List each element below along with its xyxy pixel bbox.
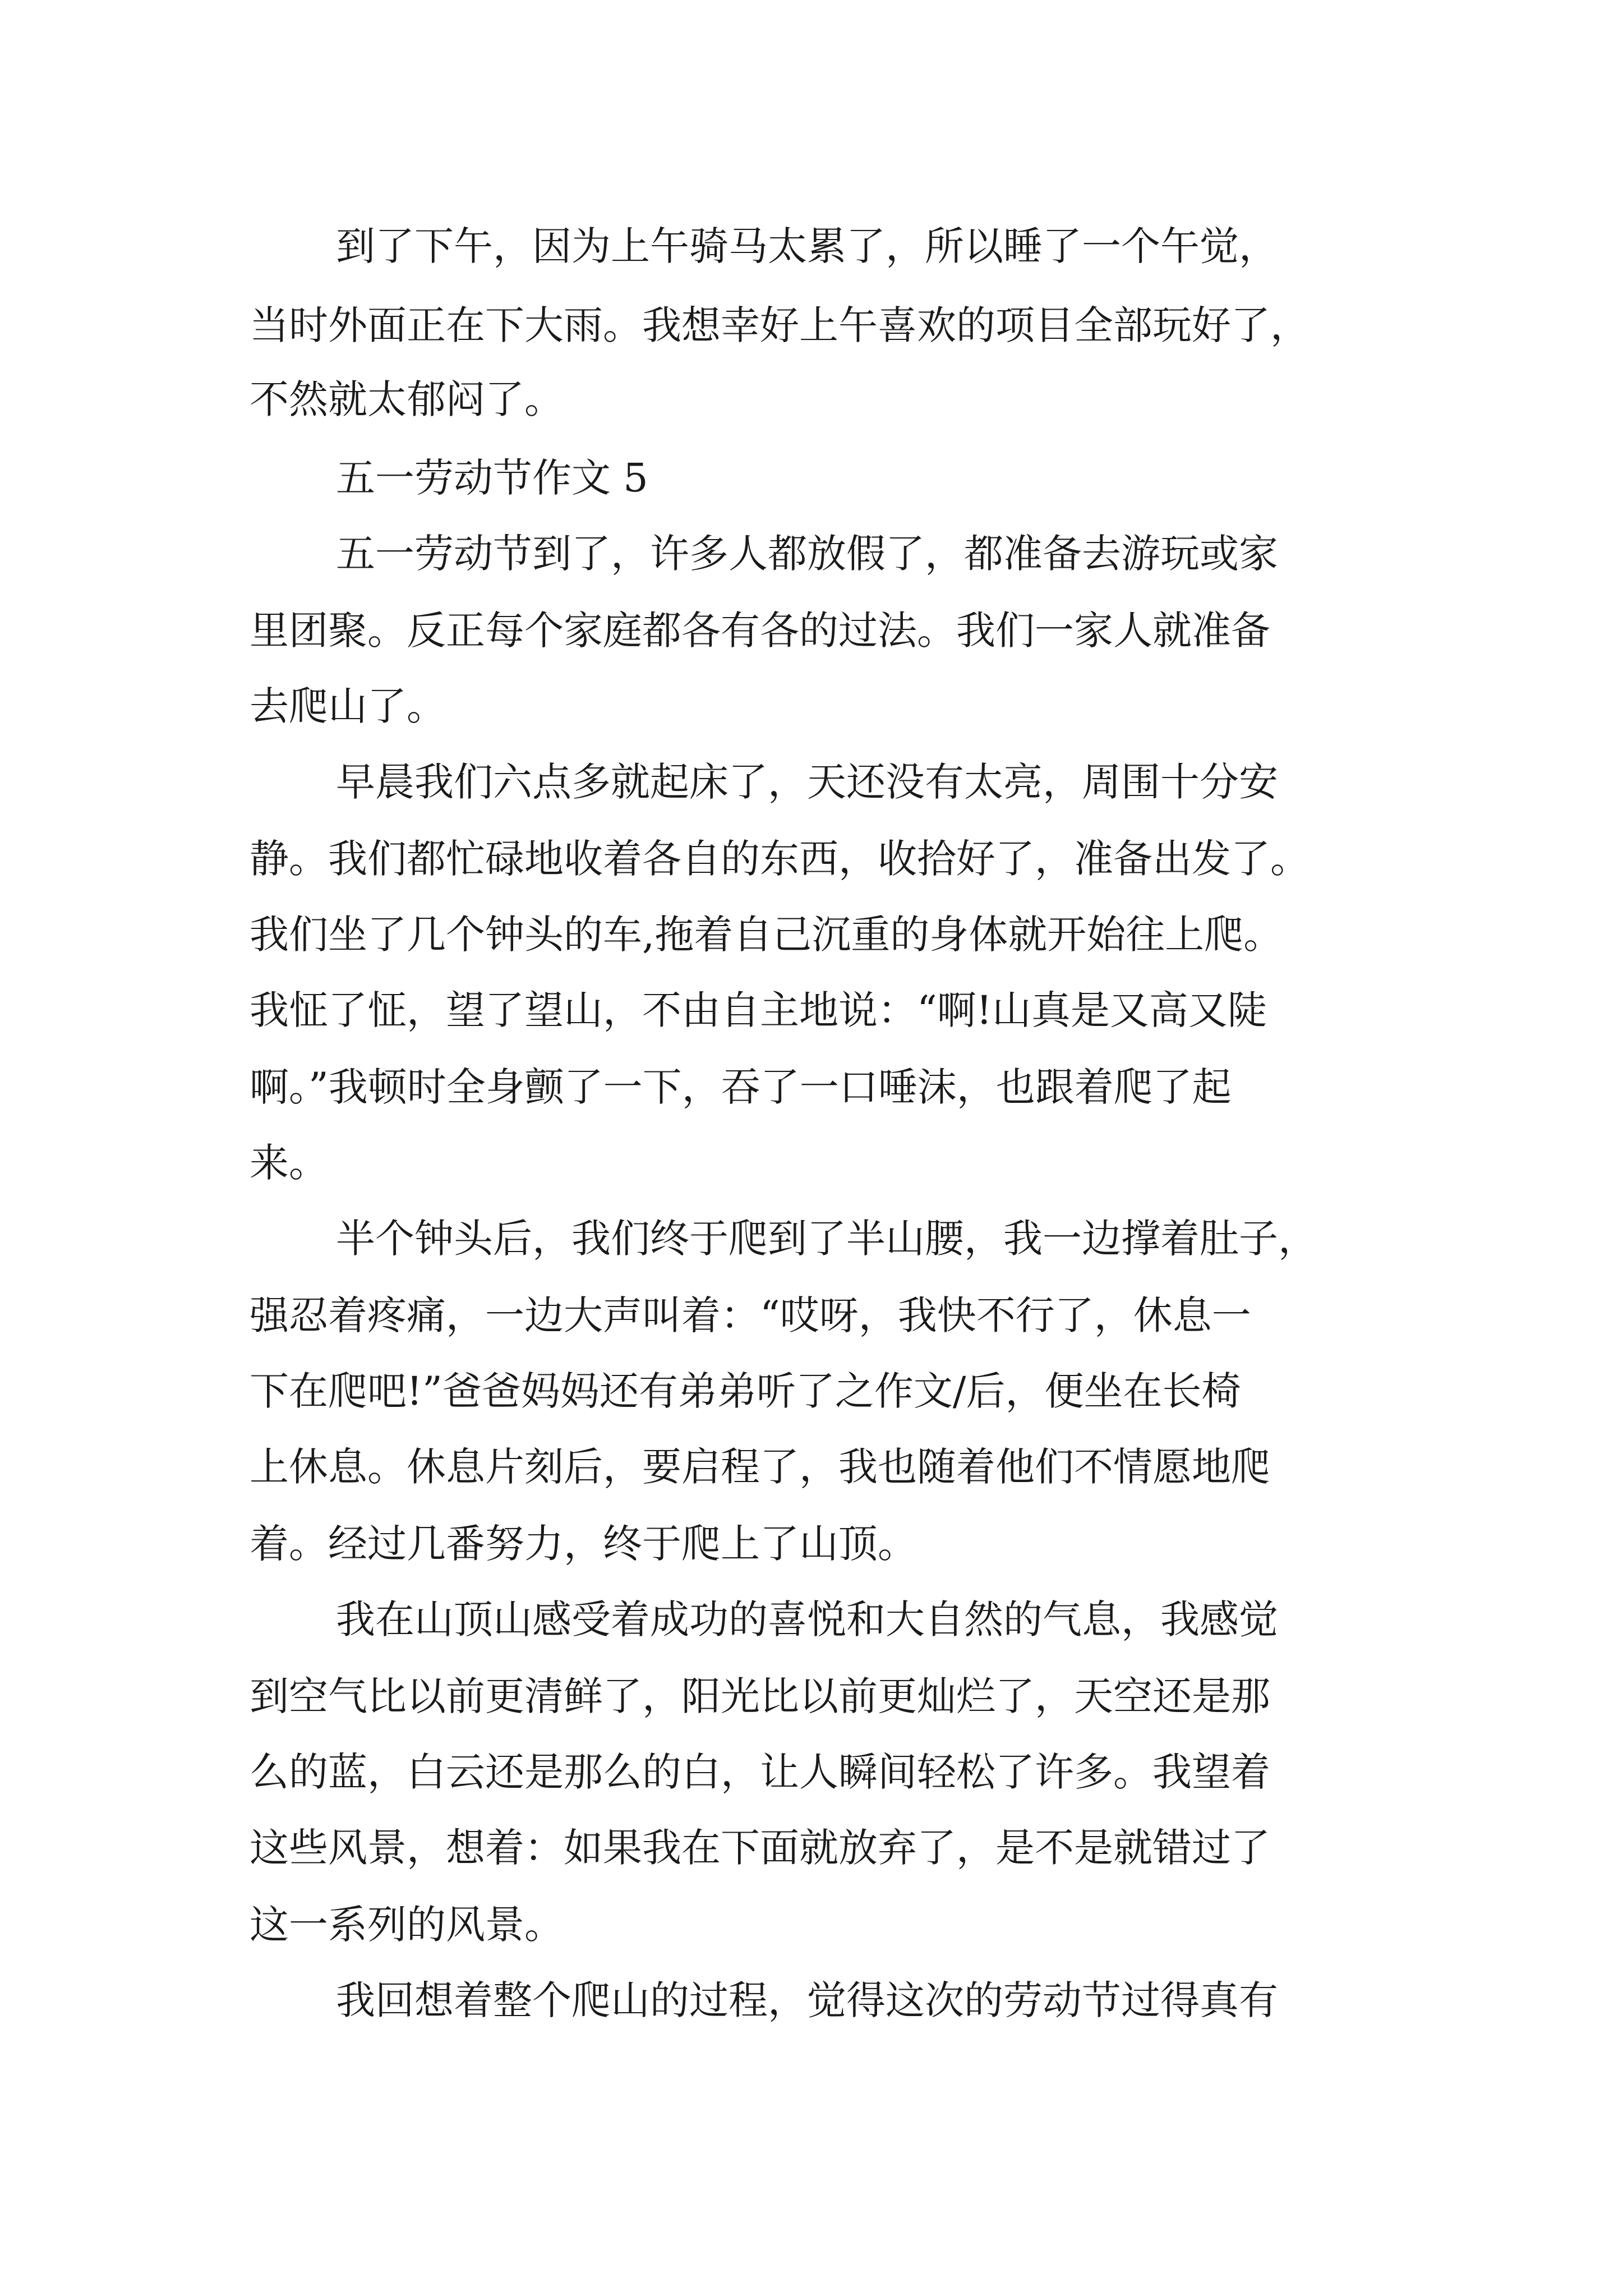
section-heading: 五一劳动节作文 5 bbox=[336, 455, 648, 501]
text-line: 到了下午，因为上午骑马太累了，所以睡了一个午觉， bbox=[336, 223, 1278, 269]
text-line: 五一劳动节到了，许多人都放假了，都准备去游玩或家 bbox=[336, 531, 1278, 577]
text-line: 静。我们都忙碌地收着各自的东西，收拾好了，准备出发了。 bbox=[250, 836, 1310, 882]
text-line: 半个钟头后，我们终于爬到了半山腰，我一边撑着肚子， bbox=[336, 1216, 1317, 1262]
text-line: 强忍着疼痛，一边大声叫着：“哎呀，我快不行了，休息一 bbox=[250, 1292, 1251, 1338]
text-line: 里团聚。反正每个家庭都各有各的过法。我们一家人就准备 bbox=[250, 608, 1270, 654]
text-line: 我回想着整个爬山的过程，觉得这次的劳动节过得真有 bbox=[336, 1977, 1278, 2023]
text-line: 着。经过几番努力，终于爬上了山顶。 bbox=[250, 1521, 917, 1567]
text-line: 我们坐了几个钟头的车,拖着自己沉重的身体就开始往上爬。 bbox=[250, 912, 1283, 958]
text-line: 当时外面正在下大雨。我想幸好上午喜欢的项目全部玩好了， bbox=[250, 302, 1310, 348]
text-line: 下在爬吧!”爸爸妈妈还有弟弟听了之作文/后，便坐在长椅 bbox=[250, 1368, 1241, 1414]
text-line: 早晨我们六点多就起床了，天还没有太亮，周围十分安 bbox=[336, 759, 1278, 805]
text-line: 到空气比以前更清鲜了，阳光比以前更灿烂了，天空还是那 bbox=[250, 1673, 1270, 1719]
text-line: 啊。”我顿时全身颤了一下，吞了一口唾沫，也跟着爬了起 bbox=[250, 1064, 1232, 1110]
text-line: 这一系列的风景。 bbox=[250, 1902, 564, 1948]
text-line: 我在山顶山感受着成功的喜悦和大自然的气息，我感觉 bbox=[336, 1596, 1278, 1642]
text-line: 去爬山了。 bbox=[250, 683, 446, 729]
text-line: 么的蓝，白云还是那么的白，让人瞬间轻松了许多。我望着 bbox=[250, 1749, 1270, 1795]
text-line: 上休息。休息片刻后，要启程了，我也随着他们不情愿地爬 bbox=[250, 1444, 1270, 1490]
text-line: 来。 bbox=[250, 1140, 328, 1186]
text-line: 这些风景，想着：如果我在下面就放弃了，是不是就错过了 bbox=[250, 1825, 1270, 1871]
text-line: 不然就太郁闷了。 bbox=[250, 376, 564, 422]
text-line: 我怔了怔，望了望山，不由自主地说：“啊!山真是又高又陡 bbox=[250, 987, 1267, 1033]
